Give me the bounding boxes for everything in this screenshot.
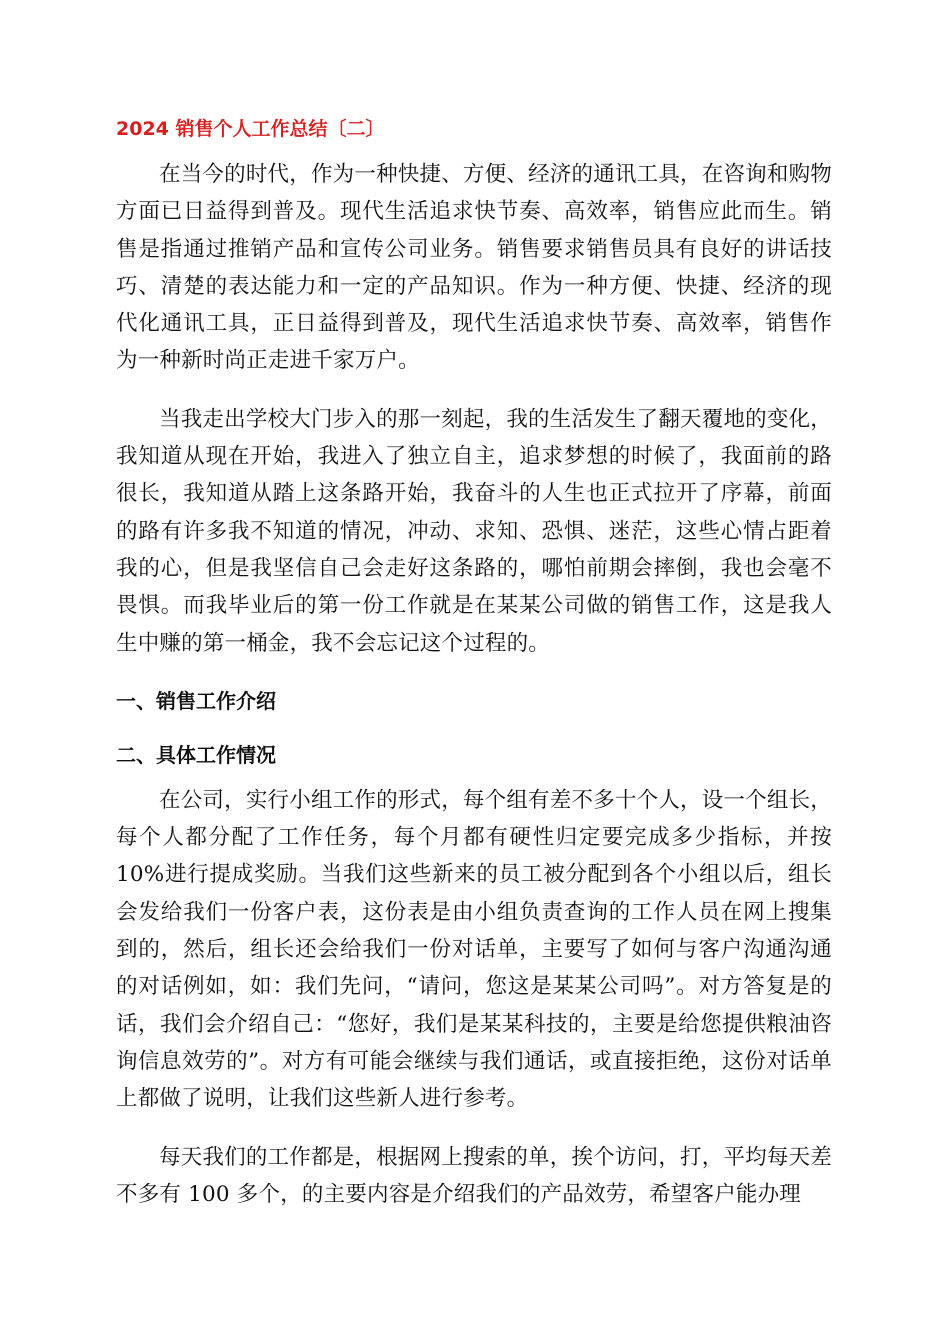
document-title: 2024 销售个人工作总结〔二〕	[116, 118, 385, 140]
section-heading-work-details: 二、具体工作情况	[116, 742, 276, 767]
paragraph-graduation: 当我走出学校大门步入的那一刻起，我的生活发生了翻天覆地的变化，我知道从现在开始，我进入了独立自主，追求梦想的时候了，我面前的路很长，我知道从踏上这条路开始，我奋斗的人生也正式拉开了序幕，前面的路有许多我不知道的情况，冲动、求知、恐惧、迷茫，这些心情占距着我的心，但是我坚信自己会走好这条路的，哪怕前期会摔倒，我也会毫不畏惧。而我毕业后的第一份工作就是在某某公司做的销售工作，这是我人生中赚的第一桶金，我不会忘记这个过程的。	[116, 406, 832, 656]
paragraph-daily-work: 每天我们的工作都是，根据网上搜索的单，挨个访问，打，平均每天差不多有 100 多个，的主要内容是介绍我们的产品效劳，希望客户能办理	[116, 1144, 832, 1207]
paragraph-team-structure: 在公司，实行小组工作的形式，每个组有差不多十个人，设一个组长，每个人都分配了工作任务，每个月都有硬性归定要完成多少指标，并按 10%进行提成奖励。当我们这些新来的员工被分配到各个小组以后，组长会发给我们一份客户表，这份表是由小组负责查询的工作人员在网上搜集到的，然后，组长还会给我们一份对话单，主要写了如何与客户沟通沟通的对话例如，如：我们先问，“请问，您这是某某公司吗”。对方答复是的话，我们会介绍自己：“您好，我们是某某科技的，主要是给您提供粮油咨询信息效劳的”。对方有可能会继续与我们通话，或直接拒绝，这份对话单上都做了说明，让我们这些新人进行参考。	[116, 787, 832, 1112]
work-details-section	[116, 782, 832, 1213]
paragraph-intro: 在当今的时代，作为一种快捷、方便、经济的通讯工具，在咨询和购物方面已日益得到普及。现代生活追求快节奏、高效率，销售应此而生。销售是指通过推销产品和宣传公司业务。销售要求销售员具有良好的讲话技巧、清楚的表达能力和一定的产品知识。作为一种方便、快捷、经济的现代化通讯工具，正日益得到普及，现代生活追求快节奏、高效率，销售作为一种新时尚正走进千家万户。	[116, 162, 832, 374]
intro-section	[116, 156, 832, 662]
section-heading-sales-intro: 一、销售工作介绍	[116, 688, 276, 713]
document-page	[116, 114, 832, 1213]
